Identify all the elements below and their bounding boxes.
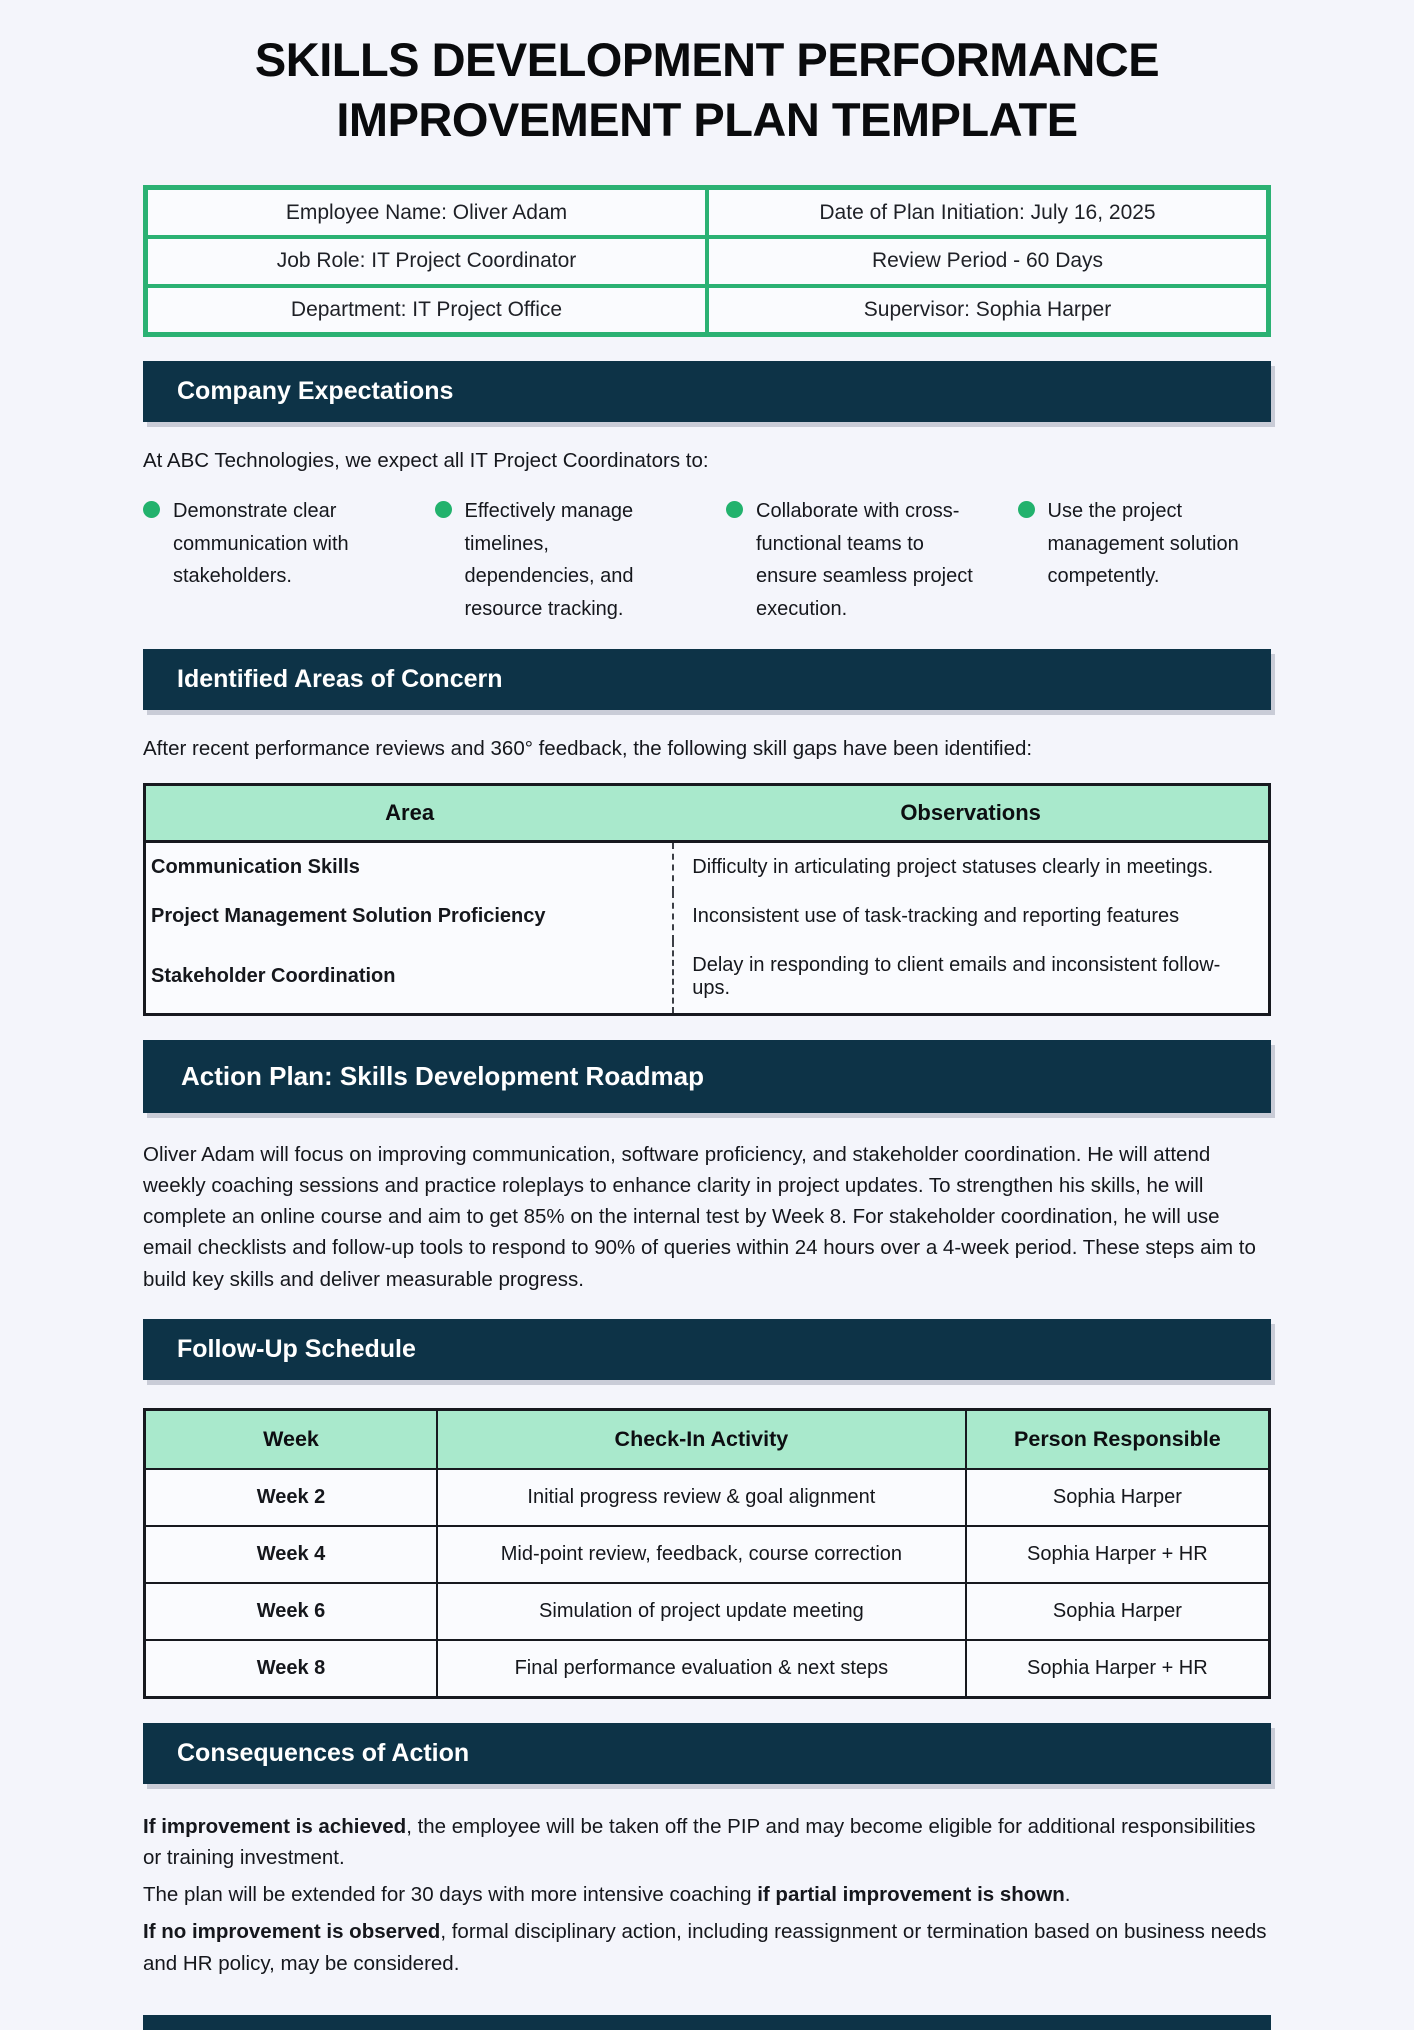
concern-area-cell: Stakeholder Coordination	[145, 941, 674, 1015]
plan-initiation-date-cell: Date of Plan Initiation: July 16, 2025	[707, 188, 1269, 237]
consequence-rest-text: .	[1064, 1883, 1071, 1907]
column-header-observations: Observations	[673, 784, 1269, 841]
bullet-text: Demonstrate clear communication with stakeholders.	[173, 500, 349, 588]
review-period-cell: Review Period - 60 Days	[707, 237, 1269, 286]
concern-area-cell: Communication Skills	[145, 841, 674, 892]
list-item	[726, 495, 1018, 625]
week-cell: Week 4	[145, 1526, 438, 1583]
consequence-paragraph	[143, 1916, 1271, 1980]
person-cell: Sophia Harper	[966, 1583, 1270, 1640]
person-cell: Sophia Harper + HR	[966, 1526, 1270, 1583]
action-plan-paragraph: Oliver Adam will focus on improving communication, software proficiency, and stakeholder coordination. He will attend weekly coaching sessions and practice roleplays to enhance clarity in project updates. To strengthen his skills, he will complete an online course and aim to get 85% on the internal test by Week 8. For stakeholder coordination, he will use email checklists and follow-up tools to respond to 90% of queries within 24 hours over a 4-week period. These steps aim to build key skills and deliver measurable progress.	[143, 1142, 1256, 1291]
document-body	[143, 30, 1271, 1980]
concern-observation-cell: Difficulty in articulating project statuses clearly in meetings.	[673, 841, 1269, 892]
consequence-bold-text: If no improvement is observed	[143, 1920, 441, 1944]
follow-up-schedule-header: Follow-Up Schedule	[143, 1319, 1271, 1380]
concern-observation-cell: Delay in responding to client emails and inconsistent follow-ups.	[673, 941, 1269, 1015]
consequence-bold-text: if partial improvement is shown	[757, 1883, 1065, 1907]
column-header-week: Week	[145, 1409, 438, 1469]
activity-cell: Final performance evaluation & next steps	[437, 1640, 966, 1698]
areas-of-concern-header: Identified Areas of Concern	[143, 649, 1271, 710]
table-row	[146, 237, 1269, 286]
week-cell: Week 2	[145, 1469, 438, 1526]
follow-up-schedule-table	[143, 1408, 1271, 1699]
person-cell: Sophia Harper	[966, 1469, 1270, 1526]
consequence-rest-text: , formal disciplinary action, including reassignment or termination based on business needs and HR policy, may be considered.	[143, 1920, 1267, 1975]
expectations-bullet-list	[143, 495, 1271, 625]
bullet-text: Collaborate with cross-functional teams to ensure seamless project execution.	[756, 500, 973, 620]
areas-of-concern-table	[143, 783, 1271, 1016]
bullet-text: Effectively manage timelines, dependencies, and resource tracking.	[464, 500, 634, 620]
job-role-cell: Job Role: IT Project Coordinator	[146, 237, 708, 286]
week-cell: Week 8	[145, 1640, 438, 1698]
person-cell: Sophia Harper + HR	[966, 1640, 1270, 1698]
page-title	[143, 30, 1271, 149]
table-row	[146, 286, 1269, 335]
activity-cell: Mid-point review, feedback, course correction	[437, 1526, 966, 1583]
action-plan-header: Action Plan: Skills Development Roadmap	[143, 1040, 1271, 1113]
employee-name-cell: Employee Name: Oliver Adam	[146, 188, 708, 237]
consequences-text-block	[143, 1811, 1271, 1980]
activity-cell: Initial progress review & goal alignment	[437, 1469, 966, 1526]
bullet-text: Use the project management solution competently.	[1047, 500, 1239, 588]
consequence-paragraph	[143, 1811, 1271, 1875]
table-row	[145, 892, 1270, 941]
table-row	[145, 841, 1270, 892]
page-title-line-1: SKILLS DEVELOPMENT PERFORMANCE	[254, 33, 1160, 86]
activity-cell: Simulation of project update meeting	[437, 1583, 966, 1640]
column-header-area: Area	[145, 784, 674, 841]
consequence-rest-text: , the employee will be taken off the PIP and may become eligible for additional responsibilities or training investment.	[143, 1814, 1256, 1870]
employee-info-table	[143, 185, 1271, 337]
table-row	[145, 1583, 1270, 1640]
week-cell: Week 6	[145, 1583, 438, 1640]
list-item	[435, 495, 727, 625]
bullet-dot-icon	[435, 501, 452, 518]
list-item	[143, 495, 435, 625]
expectations-intro-text: At ABC Technologies, we expect all IT Project Coordinators to:	[143, 449, 709, 473]
table-row	[145, 941, 1270, 1015]
consequences-header: Consequences of Action	[143, 1723, 1271, 1784]
concern-observation-cell: Inconsistent use of task-tracking and reporting features	[673, 892, 1269, 941]
list-item	[1018, 495, 1272, 625]
bullet-dot-icon	[726, 501, 743, 518]
table-row	[145, 1526, 1270, 1583]
supervisor-cell: Supervisor: Sophia Harper	[707, 286, 1269, 335]
bullet-dot-icon	[1018, 501, 1035, 518]
table-header-row	[145, 1409, 1270, 1469]
department-cell: Department: IT Project Office	[146, 286, 708, 335]
column-header-person: Person Responsible	[966, 1409, 1270, 1469]
concerns-intro-text: After recent performance reviews and 360° feedback, the following skill gaps have been identified:	[143, 736, 1033, 760]
consequence-pre-text: The plan will be extended for 30 days with more intensive coaching	[143, 1883, 758, 1907]
consequence-bold-text: If improvement is achieved	[143, 1814, 407, 1838]
table-header-row	[145, 784, 1270, 841]
concern-area-cell: Project Management Solution Proficiency	[145, 892, 674, 941]
table-row	[145, 1469, 1270, 1526]
consequence-paragraph	[143, 1879, 1271, 1911]
next-section-header-cut-off	[143, 2015, 1271, 2030]
table-row	[146, 188, 1269, 237]
company-expectations-header: Company Expectations	[143, 361, 1271, 422]
column-header-activity: Check-In Activity	[437, 1409, 966, 1469]
bullet-dot-icon	[143, 501, 160, 518]
table-row	[145, 1640, 1270, 1698]
page-title-line-2: IMPROVEMENT PLAN TEMPLATE	[336, 92, 1078, 146]
